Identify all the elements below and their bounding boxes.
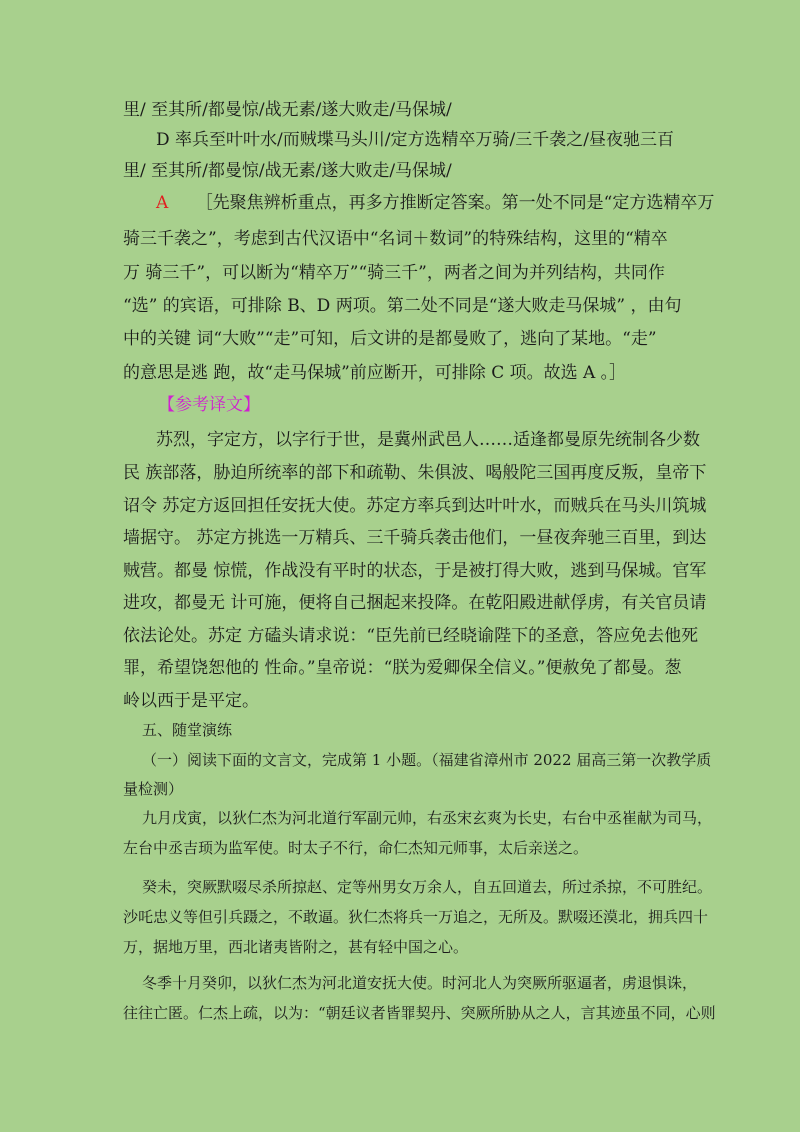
passage-line: 左台中丞吉顼为监军使。时太子不行，命仁杰知元师事，太后亲送之。 xyxy=(123,839,589,857)
section-five-title: 五、随堂演练 xyxy=(142,721,233,739)
translation-line: 苏烈，字定方，以字行于世，是冀州武邑人……适逢都曼原先统制各少数 xyxy=(156,430,700,450)
passage-line: 癸未，突厥默啜尽杀所掠赵、定等州男女万余人，自五回道去，所过杀掠，不可胜纪。 xyxy=(142,878,713,896)
explanation-line xyxy=(156,192,714,214)
option-d-line-1: D 率兵至叶叶水/而贼堞马头川/定方选精卒万骑/三千袭之/昼夜驰三百 xyxy=(156,130,674,150)
exercise-intro: 量检测） xyxy=(123,780,184,798)
translation-line: 依法论处。苏定 方磕头请求说：“臣先前已经晓谕陛下的圣意，答应免去他死 xyxy=(123,626,699,646)
option-d-line-2: 里/ 至其所/都曼惊/战无素/遂大败走/马保城/ xyxy=(123,161,452,181)
explanation-line: 万 骑三千”，可以断为“精卒万”“骑三千”，两者之间为并列结构，共同作 xyxy=(123,263,665,283)
passage-line: 往往亡匿。仁杰上疏，以为：“朝廷议者皆罪契丹、突厥所胁从之人，言其迹虽不同，心则 xyxy=(123,1004,716,1022)
explanation-line: 中的关键 词“大败”“走”可知，后文讲的是都曼败了，逃向了某地。“走” xyxy=(123,329,657,349)
translation-line: 诏令 苏定方返回担任安抚大使。苏定方率兵到达叶叶水，而贼兵在马头川筑城 xyxy=(123,496,707,516)
passage-line: 冬季十月癸卯，以狄仁杰为河北道安抚大使。时河北人为突厥所驱逼者，虏退惧诛， xyxy=(142,974,698,992)
explanation-line: “选” 的宾语，可排除 B、D 两项。第二处不同是“遂大败走马保城” ，由句 xyxy=(123,296,682,316)
translation-line: 进攻，都曼无 计可施，便将自己捆起来投降。在乾阳殿进献俘虏，有关官员请 xyxy=(123,593,707,613)
passage-line: 沙吒忠义等但引兵蹑之，不敢逼。狄仁杰将兵一万追之，无所及。默啜还漠北，拥兵四十 xyxy=(123,908,709,926)
explanation-text: ［先聚焦辨析重点，再多方推断定答案。第一处不同是“定方选精卒万 xyxy=(195,193,715,213)
translation-line: 墙据守。 苏定方挑选一万精兵、三千骑兵袭击他们，一昼夜奔驰三百里，到达 xyxy=(123,528,707,548)
answer-letter: A xyxy=(156,193,169,213)
option-c-tail: 里/ 至其所/都曼惊/战无素/遂大败走/马保城/ xyxy=(123,100,452,120)
translation-label: 【参考译文】 xyxy=(158,395,260,415)
translation-line: 岭以西于是平定。 xyxy=(123,691,259,711)
translation-line: 罪，希望饶恕他的 性命。”皇帝说：“朕为爱卿保全信义。”便赦免了都曼。葱 xyxy=(123,658,682,678)
passage-line: 万，据地万里，西北诸夷皆附之，甚有轻中国之心。 xyxy=(123,938,469,956)
explanation-line: 骑三千袭之”，考虑到古代汉语中“名词＋数词”的特殊结构，这里的“精卒 xyxy=(123,229,668,249)
translation-line: 民 族部落，胁迫所统率的部下和疏勒、朱俱波、喝般陀三国再度反叛，皇帝下 xyxy=(123,463,707,483)
translation-line: 贼营。都曼 惊慌，作战没有平时的状态，于是被打得大败，逃到马保城。官军 xyxy=(123,561,707,581)
explanation-line: 的意思是逃 跑，故“走马保城”前应断开，可排除 C 项。故选 A 。］ xyxy=(123,363,627,383)
passage-line: 九月戊寅，以狄仁杰为河北道行军副元帅，右丞宋玄爽为长史，右台中丞崔献为司马， xyxy=(142,809,713,827)
exercise-intro: （一）阅读下面的文言文，完成第 1 小题。（福建省漳州市 2022 届高三第一次教学质 xyxy=(142,751,712,769)
